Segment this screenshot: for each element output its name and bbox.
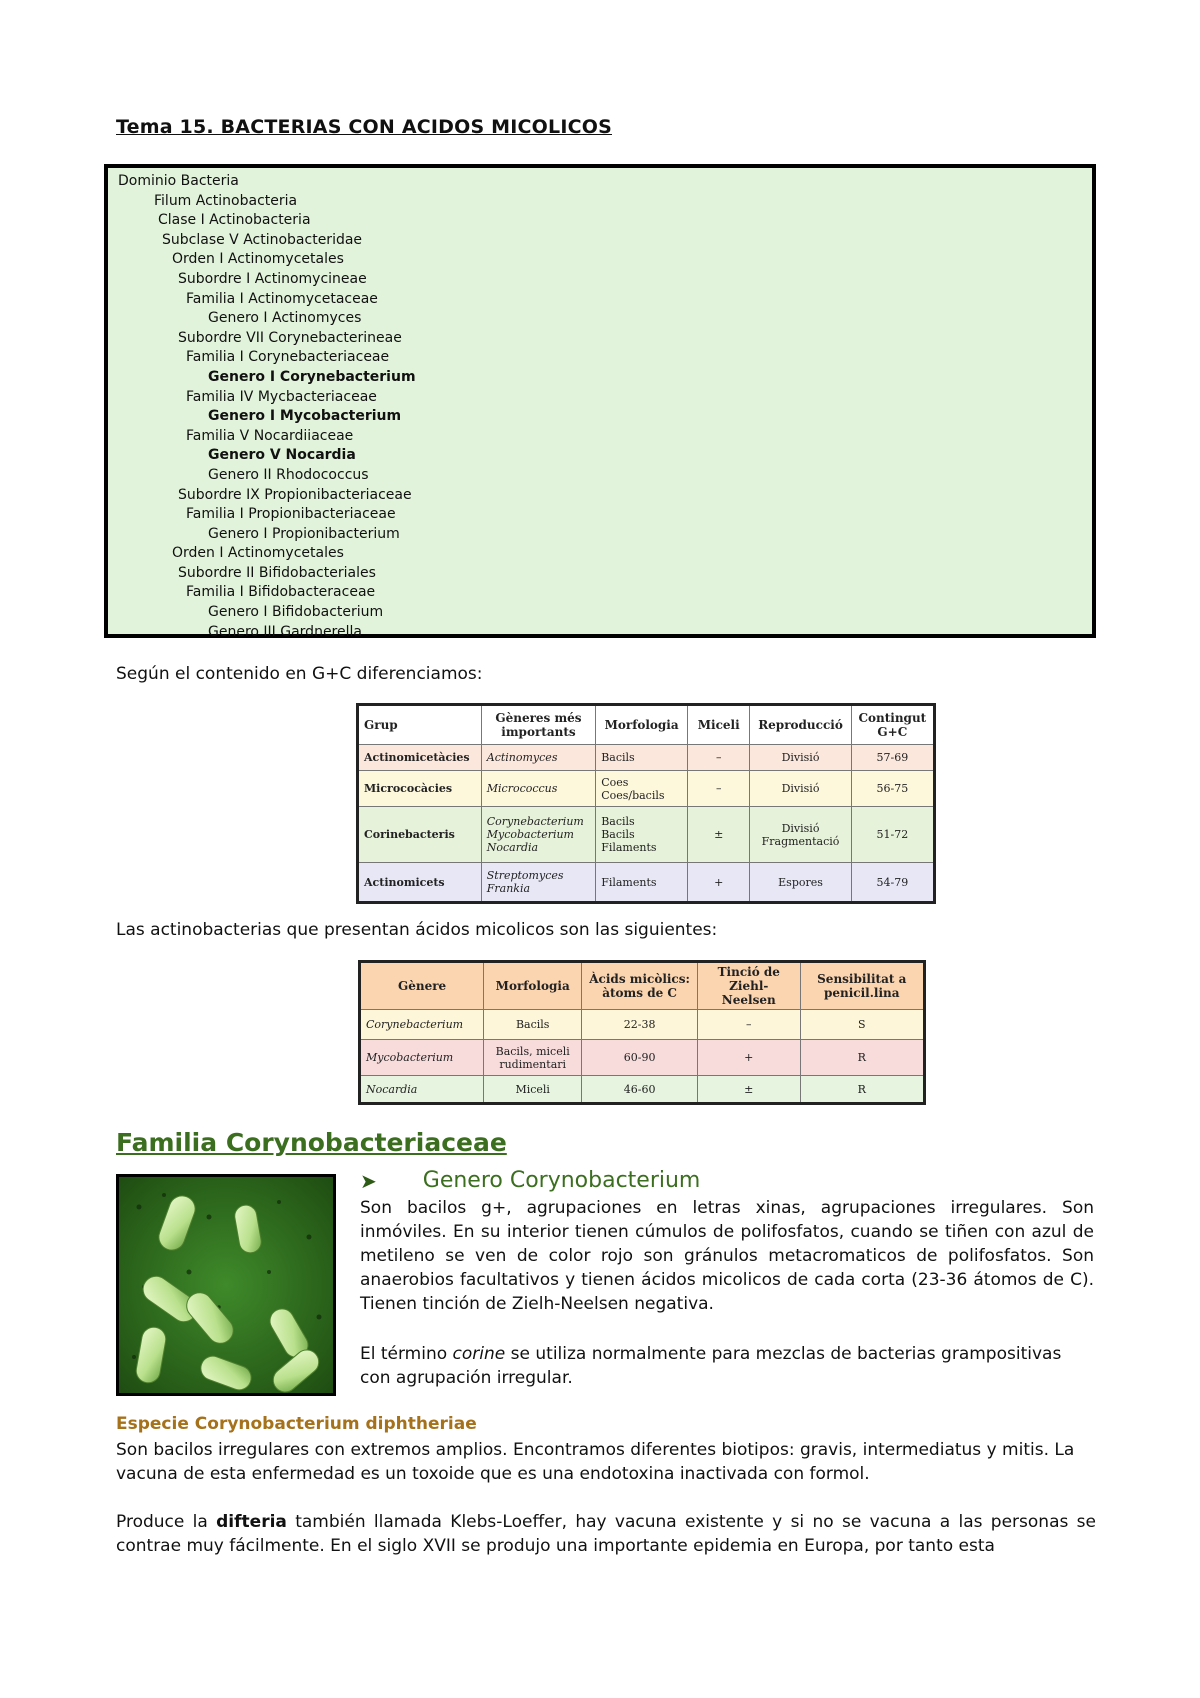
taxonomy-line: Subordre I Actinomycineae xyxy=(178,270,367,287)
ziehl-neelsen-cell: + xyxy=(698,1040,801,1076)
mycolic-table-row xyxy=(360,1010,925,1040)
penicillin-sensitivity-cell: R xyxy=(800,1076,924,1104)
gc-table-row xyxy=(358,863,935,903)
taxonomy-line: Familia I Corynebacteriaceae xyxy=(186,349,390,366)
taxonomy-line: Genero I Propionibacterium xyxy=(208,525,400,542)
mycelium-cell: – xyxy=(688,771,750,807)
gc-table-row xyxy=(358,807,935,863)
mycolic-intro-text: Las actinobacterias que presentan ácidos micolicos son las siguientes: xyxy=(116,920,718,940)
taxonomy-line: Genero III Gardnerella xyxy=(208,623,362,640)
taxonomy-line: Familia V Nocardiiaceae xyxy=(186,427,354,444)
corine-text-pre: El término xyxy=(360,1344,453,1364)
species-description: Son bacilos irregulares con extremos amplios. Encontramos diferentes biotipos: gravis, intermediatus y mitis. La vacuna de esta enfermedad es un toxoide que es una endotoxina inactivada con formol. xyxy=(116,1440,1075,1484)
genus-heading-label: Genero Corynobacterium xyxy=(422,1168,701,1193)
diphtheria-text-post: también llamada Klebs-Loeffer, hay vacuna existente y si no se vacuna a las personas se contrae muy fácilmente. En el siglo XVII se produjo una importante epidemia en Europa, por tanto esta xyxy=(116,1512,1096,1556)
mycolic-atoms-cell: 22-38 xyxy=(582,1010,698,1040)
gc-table-header-cell: Gèneres més importants xyxy=(481,705,595,745)
taxonomy-line: Genero I Actinomyces xyxy=(208,310,362,327)
gc-table-header-cell: Contingut G+C xyxy=(851,705,934,745)
bacteria-micrograph-icon xyxy=(119,1177,333,1393)
diphtheria-text-pre: Produce la xyxy=(116,1512,217,1532)
taxonomy-line: Familia I Actinomycetaceae xyxy=(186,290,378,307)
morphology-value: Coes xyxy=(601,775,629,789)
mycolic-table-header-cell: Gènere xyxy=(360,962,484,1010)
corine-paragraph xyxy=(360,1342,1094,1390)
reproduction-cell xyxy=(750,771,851,807)
mycolic-atoms-cell: 60-90 xyxy=(582,1040,698,1076)
mycelium-cell: – xyxy=(688,745,750,771)
genera-cell xyxy=(481,863,595,903)
morphology-cell xyxy=(596,807,688,863)
genera-cell xyxy=(481,745,595,771)
morphology-cell: Bacils xyxy=(484,1010,582,1040)
gc-table-header-cell: Morfologia xyxy=(596,705,688,745)
morphology-value: Coes/bacils xyxy=(601,788,665,802)
taxonomy-line: Subordre IX Propionibacteriaceae xyxy=(178,486,412,503)
gc-content-cell: 56-75 xyxy=(851,771,934,807)
morphology-value: Bacils xyxy=(601,751,635,764)
mycolic-table-header-cell: Àcids micòlics: àtoms de C xyxy=(582,962,698,1010)
bacteria-micrograph-image xyxy=(116,1174,336,1396)
group-cell: Actinomicets xyxy=(358,863,482,903)
group-cell: Actinomicetàcies xyxy=(358,745,482,771)
gc-intro-text: Según el contenido en G+C diferenciamos: xyxy=(116,664,483,684)
genus-cell: Nocardia xyxy=(360,1076,484,1104)
taxonomy-box xyxy=(104,164,1096,638)
morphology-value: Bacils xyxy=(601,828,635,841)
gc-table-header-cell: Grup xyxy=(358,705,482,745)
taxonomy-line: Genero I Mycobacterium xyxy=(208,408,402,425)
taxonomy-line: Familia I Bifidobacteraceae xyxy=(186,584,376,601)
genus-name: Micrococcus xyxy=(486,782,558,795)
gc-content-cell: 51-72 xyxy=(851,807,934,863)
genera-cell xyxy=(481,807,595,863)
taxonomy-line: Dominio Bacteria xyxy=(118,173,239,189)
species-heading: Especie Corynobacterium diphtheriae xyxy=(116,1414,477,1434)
genus-name: Actinomyces xyxy=(486,751,558,764)
corine-term: corine xyxy=(452,1344,506,1364)
corine-text-post: se utiliza normalmente para mezclas de bacterias grampositivas con agrupación irregular. xyxy=(360,1344,1062,1388)
mycelium-cell: + xyxy=(688,863,750,903)
penicillin-sensitivity-cell: S xyxy=(800,1010,924,1040)
mycolic-table-header-cell: Sensibilitat a penicil.lina xyxy=(800,962,924,1010)
genus-cell: Mycobacterium xyxy=(360,1040,484,1076)
taxonomy-line: Clase I Actinobacteria xyxy=(158,212,311,229)
reproduction-cell xyxy=(750,745,851,771)
reproduction-value: Divisió xyxy=(781,821,820,835)
penicillin-sensitivity-cell: R xyxy=(800,1040,924,1076)
gc-table-header-row xyxy=(358,705,935,745)
mycolic-table-row xyxy=(360,1076,925,1104)
taxonomy-line: Familia I Propionibacteriaceae xyxy=(186,506,396,523)
diphtheria-paragraph xyxy=(116,1510,1096,1558)
arrowhead-bullet-icon: ➤ xyxy=(360,1168,377,1193)
group-cell: Corinebacteris xyxy=(358,807,482,863)
family-heading: Familia Corynobacteriaceae xyxy=(116,1128,507,1157)
morphology-value: Bacils xyxy=(601,815,635,828)
gc-content-cell: 54-79 xyxy=(851,863,934,903)
gc-table-header-cell: Miceli xyxy=(688,705,750,745)
genus-heading xyxy=(360,1168,700,1193)
mycolic-table-header-cell: Morfologia xyxy=(484,962,582,1010)
reproduction-cell xyxy=(750,863,851,903)
genus-description: Son bacilos g+, agrupaciones en letras xinas, agrupaciones irregulares. Son inmóviles. En su interior tienen cúmulos de polifosfatos, cuando se tiñen con azul de metileno se ven de color rojo son gránulos metacromaticos de polifosfatos. Son anaerobios facultativos y tienen ácidos micolicos de cada corta (23-36 átomos de C). Tienen tinción de Zielh-Neelsen negativa. xyxy=(360,1198,1094,1314)
page-title: Tema 15. BACTERIAS CON ACIDOS MICOLICOS xyxy=(116,116,612,138)
reproduction-value: Divisió xyxy=(781,782,820,795)
taxonomy-line: Orden I Actinomycetales xyxy=(172,545,344,562)
morphology-cell: Bacils, miceli rudimentari xyxy=(484,1040,582,1076)
mycolic-table-row xyxy=(360,1040,925,1076)
taxonomy-line: Subordre II Bifidobacteriales xyxy=(178,564,376,581)
taxonomy-line: Filum Actinobacteria xyxy=(154,192,298,209)
morphology-value: Filaments xyxy=(601,875,657,889)
genus-name: Corynebacterium xyxy=(486,815,584,828)
taxonomy-line: Familia IV Mycbacteriaceae xyxy=(186,388,377,405)
genus-name: Frankia xyxy=(486,882,531,895)
mycolic-acids-table xyxy=(358,960,926,1105)
genus-name: Nocardia xyxy=(486,841,539,854)
ziehl-neelsen-cell: – xyxy=(698,1010,801,1040)
group-cell: Micrococàcies xyxy=(358,771,482,807)
gc-table-row xyxy=(358,745,935,771)
taxonomy-line: Genero I Bifidobacterium xyxy=(208,604,384,621)
taxonomy-line: Genero V Nocardia xyxy=(208,447,356,464)
genus-cell: Corynebacterium xyxy=(360,1010,484,1040)
mycelium-cell: ± xyxy=(688,807,750,863)
reproduction-value: Fragmentació xyxy=(761,834,840,848)
reproduction-value: Espores xyxy=(778,875,823,889)
gc-content-cell: 57-69 xyxy=(851,745,934,771)
gc-table-row xyxy=(358,771,935,807)
mycolic-table-header-row xyxy=(360,962,925,1010)
genus-name: Streptomyces xyxy=(486,869,564,882)
taxonomy-line: Subordre VII Corynebacterineae xyxy=(178,329,402,346)
gc-table-header-cell: Reproducció xyxy=(750,705,851,745)
morphology-cell xyxy=(596,745,688,771)
mycolic-table-header-cell: Tinció de Ziehl-Neelsen xyxy=(698,962,801,1010)
morphology-cell xyxy=(596,863,688,903)
taxonomy-line: Genero II Rhodococcus xyxy=(208,466,369,483)
taxonomy-line: Subclase V Actinobacteridae xyxy=(162,231,363,248)
genera-cell xyxy=(481,771,595,807)
taxonomy-line: Genero I Corynebacterium xyxy=(208,368,416,385)
morphology-value: Filaments xyxy=(601,841,657,854)
ziehl-neelsen-cell: ± xyxy=(698,1076,801,1104)
morphology-cell: Miceli xyxy=(484,1076,582,1104)
morphology-cell xyxy=(596,771,688,807)
taxonomy-line: Orden I Actinomycetales xyxy=(172,251,344,268)
gc-content-table xyxy=(356,703,936,904)
mycolic-atoms-cell: 46-60 xyxy=(582,1076,698,1104)
diphtheria-term: difteria xyxy=(216,1512,287,1532)
reproduction-cell xyxy=(750,807,851,863)
genus-name: Mycobacterium xyxy=(486,828,574,841)
reproduction-value: Divisió xyxy=(781,751,820,764)
